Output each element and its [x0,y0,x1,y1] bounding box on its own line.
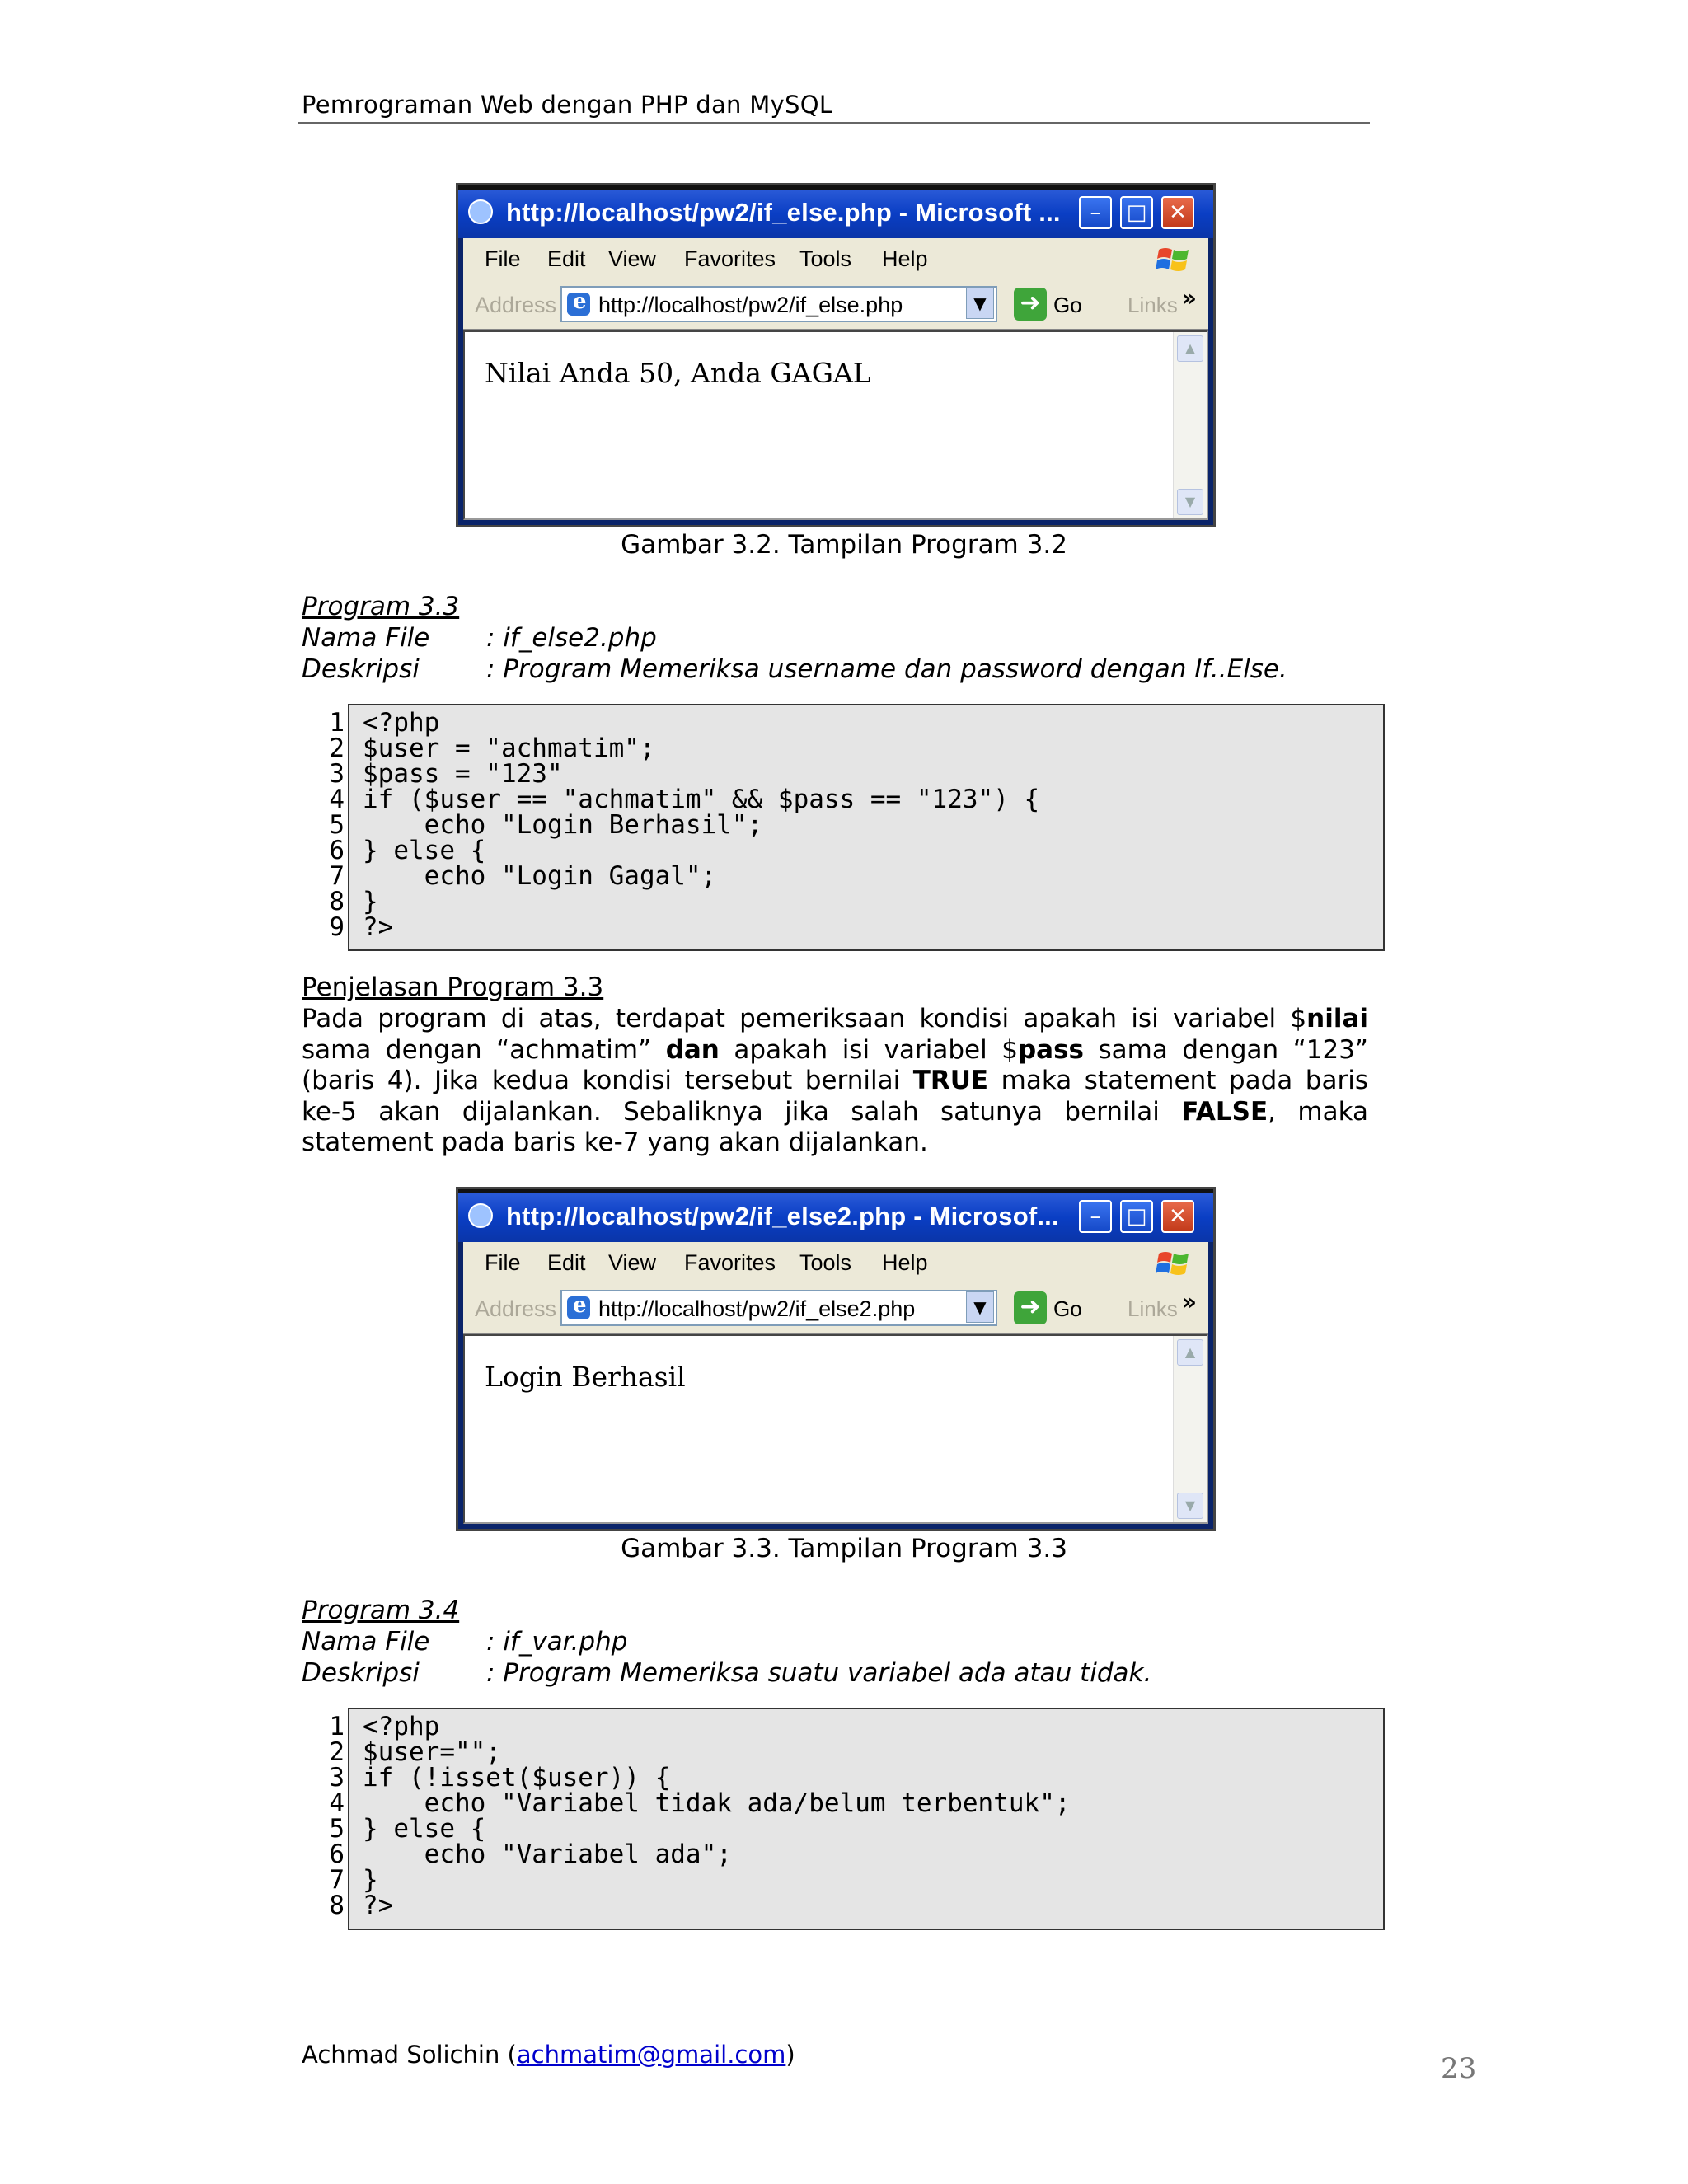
file-label: Nama File [302,623,430,653]
code-line-number: 4 [329,1788,345,1818]
browser-content [463,330,1208,520]
code-line: } else { [363,1814,486,1844]
code-block [348,704,1385,951]
footer-author: Achmad Solichin (achmatim@gmail.com) [302,2041,795,2069]
code-line-number: 4 [329,785,345,814]
browser-window-figure-3-3 [456,1187,1216,1531]
code-line-number: 7 [329,1865,345,1895]
code-line-number: 2 [329,733,345,763]
code-line: echo "Variabel tidak ada/belum terbentuk"; [363,1788,1071,1818]
chevron-down-icon[interactable]: ▼ [966,288,994,319]
menu-view[interactable]: View [608,246,657,271]
go-arrow-icon[interactable]: ➜ [1014,288,1047,321]
double-chevron-icon[interactable]: » [1181,284,1197,312]
browser-content [463,1334,1208,1524]
scroll-down-icon[interactable]: ▼ [1177,1493,1203,1519]
menu-bar [463,238,1208,282]
desc-label: Deskripsi [302,1658,420,1688]
menu-tools[interactable]: Tools [799,1250,852,1275]
code-line: if ($user == "achmatim" && $pass == "123") { [363,785,1040,814]
paragraph-line: statement pada baris ke-7 yang akan dijalankan. [302,1127,928,1157]
desc-value: : Program Memeriksa suatu variabel ada atau tidak. [486,1658,1152,1688]
page-output-text: Nilai Anda 50, Anda GAGAL [485,357,871,389]
maximize-icon[interactable]: □ [1120,196,1153,229]
close-icon[interactable]: ✕ [1161,196,1194,229]
ie-icon [468,1203,493,1228]
scroll-up-icon[interactable]: ▲ [1177,1339,1203,1366]
code-line-number: 1 [329,708,345,738]
maximize-icon[interactable]: □ [1120,1200,1153,1233]
code-line: if (!isset($user)) { [363,1763,671,1793]
scroll-down-icon[interactable]: ▼ [1177,489,1203,515]
header-rule [298,122,1370,124]
desc-label: Deskripsi [302,654,420,684]
links-label[interactable]: Links [1128,1296,1178,1321]
go-button-label[interactable]: Go [1053,1296,1082,1321]
ie-icon [468,199,493,224]
go-button-label[interactable]: Go [1053,293,1082,317]
program-title: Program 3.3 [302,592,460,621]
code-line: echo "Login Gagal"; [363,861,717,891]
code-line-numbers [312,1714,345,1919]
code-line: $user = "achmatim"; [363,733,655,763]
figure-caption: Gambar 3.2. Tampilan Program 3.2 [621,530,1067,560]
code-line-number: 5 [329,1814,345,1844]
window-titlebar [458,185,1213,238]
file-value: : if_var.php [486,1627,628,1657]
page-output-text: Login Berhasil [485,1361,686,1393]
windows-logo-icon [1156,241,1192,278]
desc-value: : Program Memeriksa username dan password dengan If..Else. [486,654,1287,684]
window-title: http://localhost/pw2/if_else2.php - Microsof... [506,1202,1059,1230]
page-icon [567,1296,590,1319]
code-line-number: 7 [329,861,345,891]
menu-favorites[interactable]: Favorites [684,1250,776,1275]
address-field[interactable] [560,1290,997,1326]
address-bar [463,1285,1208,1334]
address-url: http://localhost/pw2/if_else2.php [598,1296,916,1321]
links-label[interactable]: Links [1128,293,1178,317]
email-link[interactable]: achmatim@gmail.com [516,2041,786,2069]
chevron-down-icon[interactable]: ▼ [966,1291,994,1323]
page-number: 23 [1441,2052,1477,2085]
code-line: } [363,887,378,916]
explanation-title: Penjelasan Program 3.3 [302,972,604,1002]
code-line: $pass = "123" [363,759,563,789]
paragraph-line: sama dengan “achmatim” dan apakah isi variabel $pass sama dengan “123” [302,1034,1368,1065]
file-value: : if_else2.php [486,623,657,653]
running-header: Pemrograman Web dengan PHP dan MySQL [302,91,833,119]
menu-favorites[interactable]: Favorites [684,246,776,271]
paragraph-line: (baris 4). Jika kedua kondisi tersebut bernilai TRUE maka statement pada baris [302,1066,1368,1095]
menu-help[interactable]: Help [882,1250,928,1275]
minimize-icon[interactable]: – [1079,196,1112,229]
code-line-number: 8 [329,887,345,916]
minimize-icon[interactable]: – [1079,1200,1112,1233]
address-label: Address [475,293,557,317]
code-line: <?php [363,1712,440,1741]
menu-file[interactable]: File [485,1250,521,1275]
code-line: echo "Login Berhasil"; [363,810,763,840]
code-line: ?> [363,912,394,942]
menu-tools[interactable]: Tools [799,246,852,271]
explanation-paragraph [302,1004,1368,1159]
window-titlebar [458,1189,1213,1242]
vertical-scrollbar[interactable] [1173,332,1207,518]
code-line: echo "Variabel ada"; [363,1840,732,1869]
code-line-number: 9 [329,912,345,942]
address-label: Address [475,1296,557,1321]
code-line-number: 3 [329,1763,345,1793]
close-icon[interactable]: ✕ [1161,1200,1194,1233]
paragraph-line: ke-5 akan dijalankan. Sebaliknya jika salah satunya bernilai FALSE, maka [302,1096,1368,1127]
scroll-up-icon[interactable]: ▲ [1177,335,1203,362]
page-icon [567,293,590,316]
menu-view[interactable]: View [608,1250,657,1275]
code-line-number: 5 [329,810,345,840]
code-line-number: 3 [329,759,345,789]
code-line-number: 6 [329,836,345,865]
code-line-numbers [312,710,345,940]
windows-logo-icon [1156,1245,1192,1282]
browser-window-figure-3-2 [456,183,1216,527]
menu-file[interactable]: File [485,246,521,271]
double-chevron-icon[interactable]: » [1181,1288,1197,1315]
address-url: http://localhost/pw2/if_else.php [598,293,903,317]
address-field[interactable] [560,286,997,322]
menu-help[interactable]: Help [882,246,928,271]
menu-edit[interactable]: Edit [547,1250,586,1275]
program-title: Program 3.4 [302,1596,460,1625]
code-line: <?php [363,708,440,738]
file-label: Nama File [302,1627,430,1657]
code-line-number: 1 [329,1712,345,1741]
go-arrow-icon[interactable]: ➜ [1014,1291,1047,1324]
address-bar [463,281,1208,330]
code-line-number: 6 [329,1840,345,1869]
code-line: } else { [363,836,486,865]
menu-bar [463,1242,1208,1286]
code-line: ?> [363,1891,394,1920]
code-line: $user=""; [363,1737,501,1767]
menu-edit[interactable]: Edit [547,246,586,271]
code-line-number: 8 [329,1891,345,1920]
code-block [348,1708,1385,1930]
code-line-number: 2 [329,1737,345,1767]
paragraph-line: Pada program di atas, terdapat pemeriksaan kondisi apakah isi variabel $nilai [302,1004,1368,1033]
figure-caption: Gambar 3.3. Tampilan Program 3.3 [621,1534,1067,1563]
vertical-scrollbar[interactable] [1173,1336,1207,1522]
window-title: http://localhost/pw2/if_else.php - Microsoft ... [506,198,1061,227]
code-line: } [363,1865,378,1895]
